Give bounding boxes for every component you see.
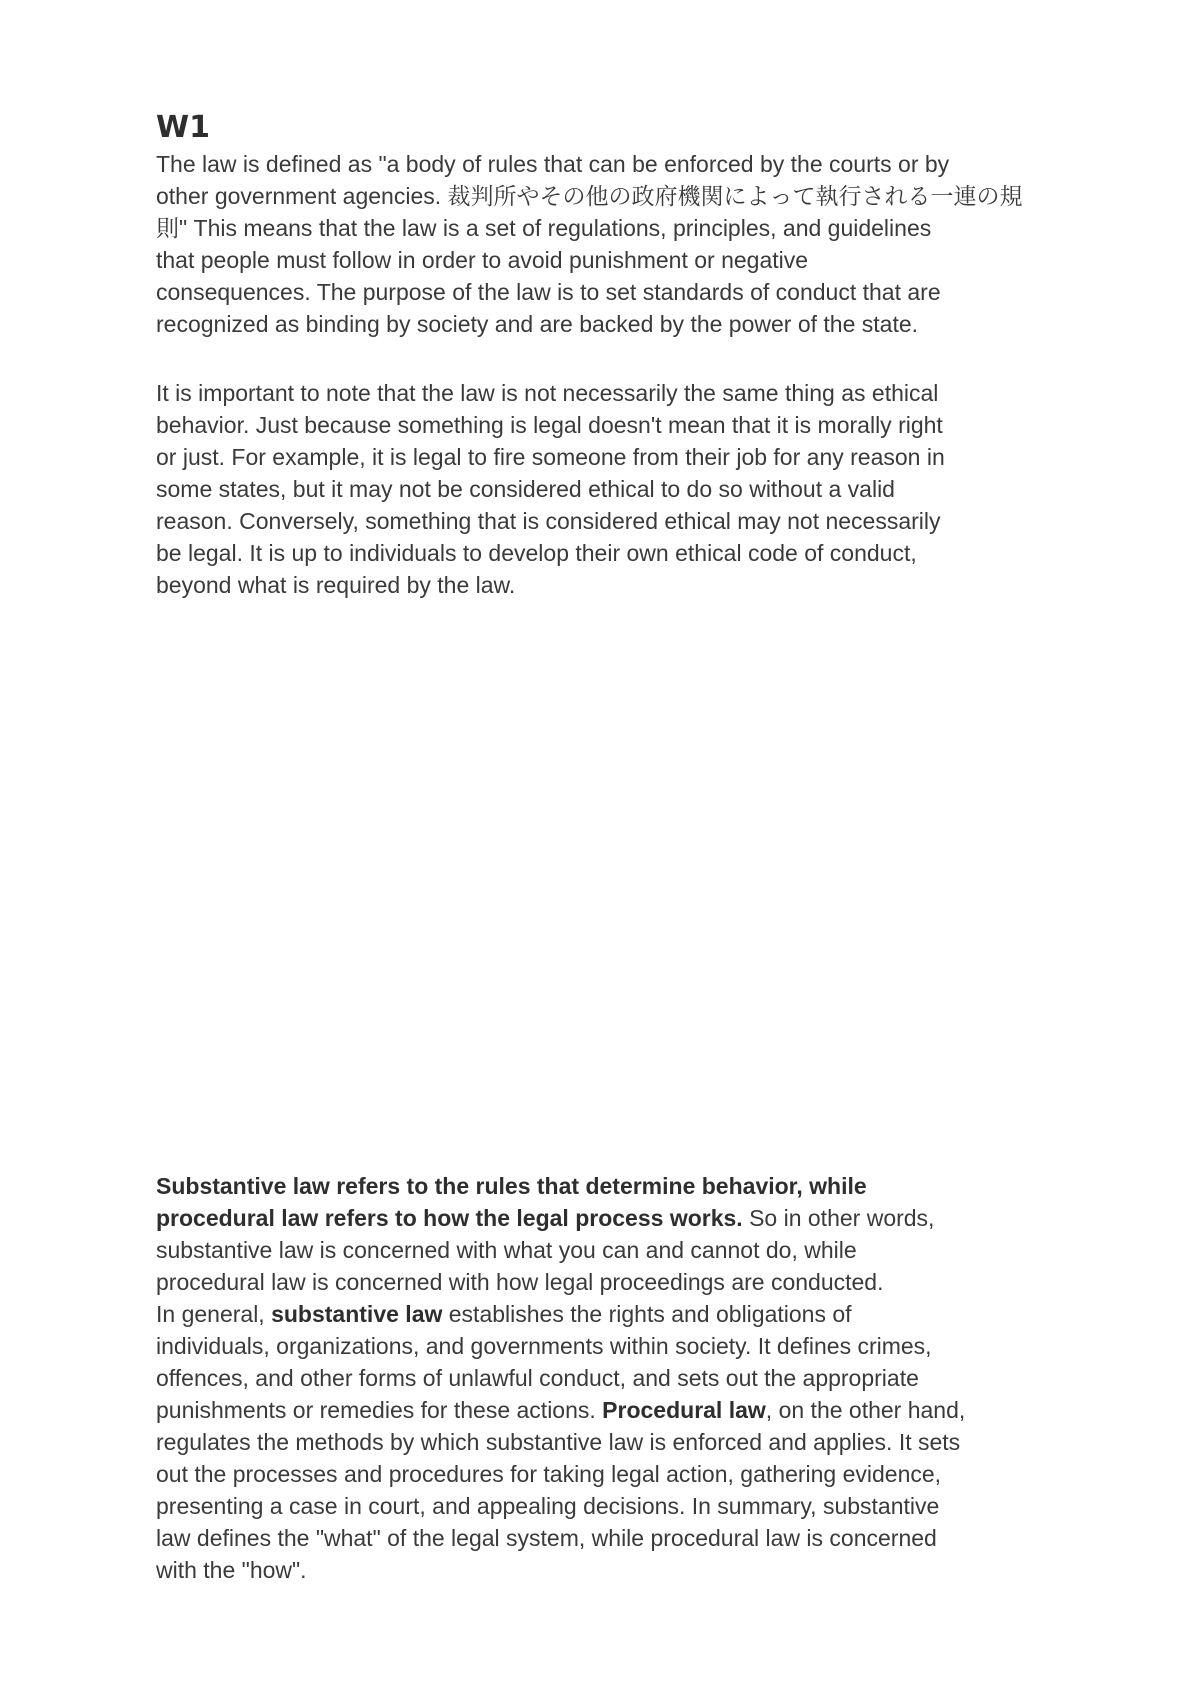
bold-text: Procedural law <box>602 1397 766 1423</box>
text-line: with the "how". <box>156 1557 307 1583</box>
bold-text: substantive law <box>271 1301 443 1327</box>
text-line: consequences. The purpose of the law is to set standards of conduct that are <box>156 279 941 305</box>
text-segment: punishments or remedies for these actions. <box>156 1397 603 1423</box>
text-line: beyond what is required by the law. <box>156 572 516 598</box>
text-line: other government agencies. 裁判所やその他の政府機関によって執行される一連の規 <box>156 183 1023 209</box>
text-segment: So in other words, <box>742 1205 935 1231</box>
text-line: some states, but it may not be considered ethical to do so without a valid <box>156 476 895 502</box>
text-segment: establishes the rights and obligations of <box>442 1301 852 1327</box>
text-line: recognized as binding by society and are backed by the power of the state. <box>156 311 919 337</box>
text-line: substantive law is concerned with what you can and cannot do, while <box>156 1237 857 1263</box>
text-line: regulates the methods by which substantive law is enforced and applies. It sets <box>156 1429 961 1455</box>
paragraph-law-definition <box>156 148 1056 340</box>
text-line: The law is defined as "a body of rules that can be enforced by the courts or by <box>156 151 950 177</box>
paragraph-substantive-procedural <box>156 1170 1056 1586</box>
text-line: presenting a case in court, and appealing decisions. In summary, substantive <box>156 1493 940 1519</box>
paragraph-law-vs-ethics <box>156 377 1056 601</box>
text-line: that people must follow in order to avoid punishment or negative <box>156 247 809 273</box>
text-line: behavior. Just because something is legal doesn't mean that it is morally right <box>156 412 943 438</box>
bold-text: procedural law refers to how the legal process works. <box>156 1205 743 1231</box>
document-title: W1 <box>156 110 210 145</box>
text-line: be legal. It is up to individuals to develop their own ethical code of conduct, <box>156 540 917 566</box>
text-line <box>156 1202 1056 1234</box>
text-line: law defines the "what" of the legal system, while procedural law is concerned <box>156 1525 937 1551</box>
text-line: or just. For example, it is legal to fire someone from their job for any reason in <box>156 444 945 470</box>
text-line: out the processes and procedures for taking legal action, gathering evidence, <box>156 1461 942 1487</box>
text-line: reason. Conversely, something that is considered ethical may not necessarily <box>156 508 941 534</box>
text-line <box>156 1170 1056 1202</box>
text-line: offences, and other forms of unlawful conduct, and sets out the appropriate <box>156 1365 919 1391</box>
text-line: procedural law is concerned with how legal proceedings are conducted. <box>156 1269 884 1295</box>
text-line <box>156 1298 1056 1330</box>
text-line: 則" This means that the law is a set of regulations, principles, and guidelines <box>156 215 932 241</box>
text-segment: , on the other hand, <box>765 1397 966 1423</box>
text-line <box>156 1394 1056 1426</box>
text-line: It is important to note that the law is not necessarily the same thing as ethical <box>156 380 939 406</box>
text-segment: In general, <box>156 1301 272 1327</box>
bold-text: Substantive law refers to the rules that determine behavior, while <box>156 1173 867 1199</box>
text-line: individuals, organizations, and governments within society. It defines crimes, <box>156 1333 932 1359</box>
